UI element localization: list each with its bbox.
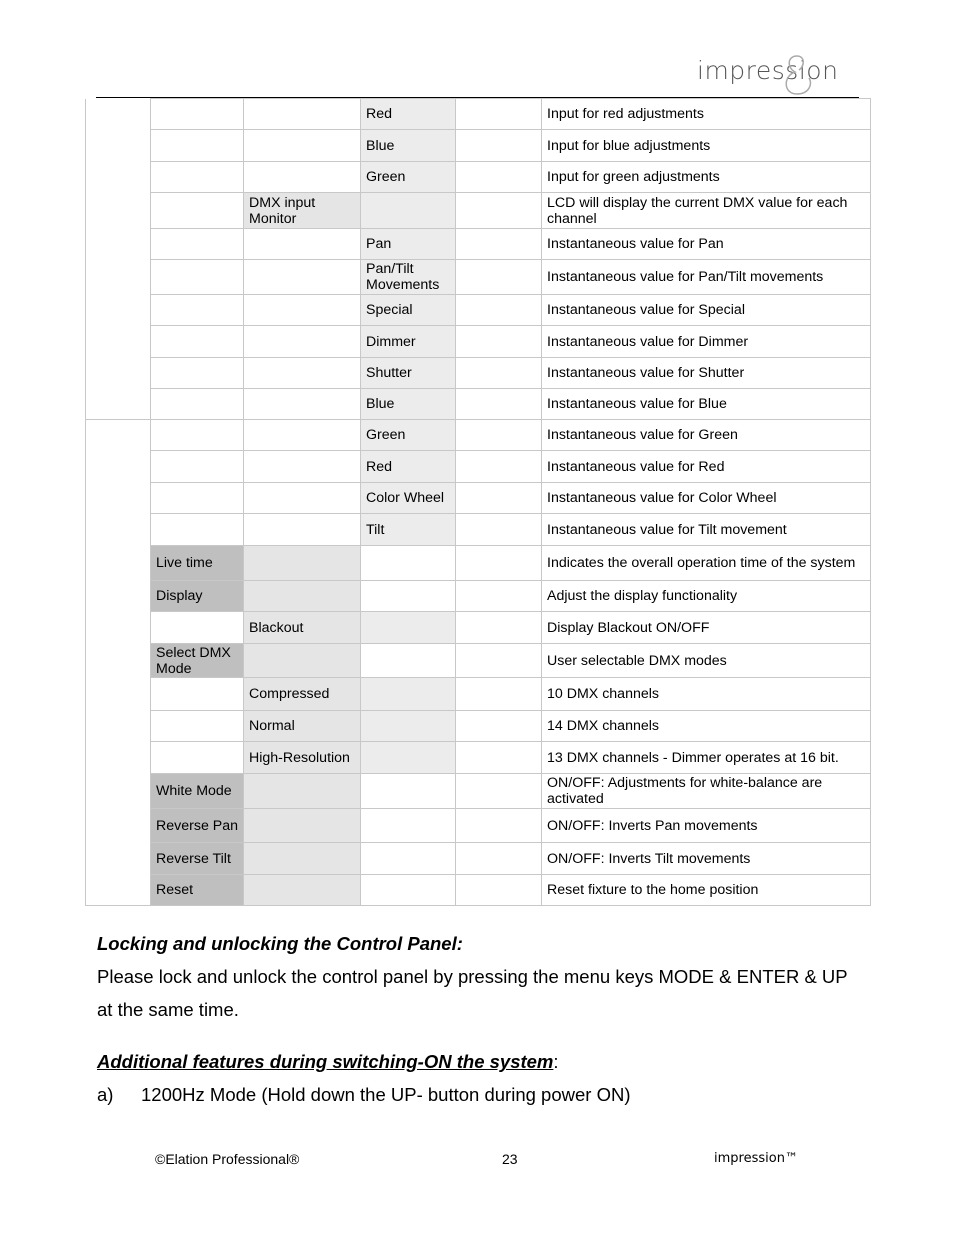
table-cell — [244, 483, 361, 514]
table-cell: Adjust the display functionality — [542, 581, 871, 612]
table-cell: Green — [361, 420, 456, 451]
table-cell: Reverse Pan — [151, 809, 244, 843]
table-cell: Select DMX Mode — [151, 644, 244, 678]
logo-text: impression — [697, 56, 839, 85]
table-cell — [151, 711, 244, 742]
table-cell — [244, 295, 361, 326]
table-cell — [456, 295, 542, 326]
table-cell — [151, 99, 244, 130]
table-cell — [244, 162, 361, 193]
table-row — [86, 774, 871, 809]
table-cell — [244, 389, 361, 420]
table-cell: 13 DMX channels - Dimmer operates at 16 bit. — [542, 742, 871, 774]
table-cell — [151, 742, 244, 774]
table-cell — [361, 774, 456, 809]
table-cell — [456, 581, 542, 612]
table-cell — [244, 99, 361, 130]
table-row — [86, 451, 871, 483]
table-row — [86, 295, 871, 326]
table-cell — [86, 581, 151, 612]
locking-section — [97, 927, 867, 1026]
table-cell — [86, 546, 151, 581]
table-cell — [86, 420, 151, 451]
table-cell — [456, 260, 542, 295]
table-cell — [456, 809, 542, 843]
table-cell — [361, 843, 456, 875]
table-row — [86, 193, 871, 229]
table-row — [86, 326, 871, 358]
table-cell — [456, 875, 542, 906]
table-cell: Color Wheel — [361, 483, 456, 514]
table-cell — [361, 612, 456, 644]
table-cell — [86, 711, 151, 742]
table-cell: Input for blue adjustments — [542, 130, 871, 162]
table-cell — [86, 451, 151, 483]
locking-heading: Locking and unlocking the Control Panel: — [97, 933, 463, 954]
footer-copyright: ©Elation Professional® — [155, 1151, 300, 1167]
table-cell — [86, 612, 151, 644]
table-cell — [151, 483, 244, 514]
table-cell — [86, 326, 151, 358]
table-cell: Instantaneous value for Green — [542, 420, 871, 451]
table-cell — [244, 229, 361, 260]
table-row — [86, 229, 871, 260]
table-cell: ON/OFF: Adjustments for white-balance are activated — [542, 774, 871, 809]
table-cell: User selectable DMX modes — [542, 644, 871, 678]
table-row — [86, 162, 871, 193]
table-cell: Instantaneous value for Blue — [542, 389, 871, 420]
table-cell — [456, 774, 542, 809]
table-cell: Instantaneous value for Color Wheel — [542, 483, 871, 514]
additional-heading: Additional features during switching-ON the system — [97, 1051, 554, 1072]
table-row — [86, 99, 871, 130]
table-cell — [86, 295, 151, 326]
table-cell — [151, 612, 244, 644]
table-cell — [361, 644, 456, 678]
table-cell: Indicates the overall operation time of the system — [542, 546, 871, 581]
table-cell — [361, 742, 456, 774]
footer-product: impression™ — [714, 1151, 798, 1166]
table-cell: Red — [361, 99, 456, 130]
table-cell — [361, 875, 456, 906]
table-cell: Input for green adjustments — [542, 162, 871, 193]
table-cell — [244, 875, 361, 906]
table-cell — [86, 644, 151, 678]
table-row — [86, 420, 871, 451]
table-cell: Instantaneous value for Tilt movement — [542, 514, 871, 546]
table-cell — [151, 193, 244, 229]
table-cell — [456, 742, 542, 774]
table-cell — [86, 162, 151, 193]
table-cell: Instantaneous value for Special — [542, 295, 871, 326]
table-cell — [151, 514, 244, 546]
table-cell — [151, 389, 244, 420]
table-cell — [151, 130, 244, 162]
table-cell — [456, 612, 542, 644]
table-cell — [456, 678, 542, 711]
table-cell — [456, 451, 542, 483]
table-cell — [86, 193, 151, 229]
table-cell — [86, 875, 151, 906]
table-cell: ON/OFF: Inverts Pan movements — [542, 809, 871, 843]
table-cell — [151, 420, 244, 451]
table-row — [86, 130, 871, 162]
table-cell: Blue — [361, 130, 456, 162]
table-cell — [244, 514, 361, 546]
table-cell: DMX input Monitor — [244, 193, 361, 229]
impression-logo — [697, 52, 862, 98]
table-cell — [361, 809, 456, 843]
table-cell: Display Blackout ON/OFF — [542, 612, 871, 644]
ampersand-swirl-icon — [779, 52, 819, 98]
table-cell — [86, 358, 151, 389]
table-cell — [361, 581, 456, 612]
table-cell — [456, 483, 542, 514]
table-cell — [86, 843, 151, 875]
table-row — [86, 483, 871, 514]
table-cell: Instantaneous value for Pan/Tilt movements — [542, 260, 871, 295]
table-cell — [86, 678, 151, 711]
table-cell — [151, 162, 244, 193]
additional-section — [97, 1045, 867, 1078]
table-cell: Compressed — [244, 678, 361, 711]
additional-colon: : — [553, 1051, 559, 1072]
table-row — [86, 809, 871, 843]
table-cell: Special — [361, 295, 456, 326]
table-cell: Live time — [151, 546, 244, 581]
table-row — [86, 742, 871, 774]
table-cell — [244, 581, 361, 612]
table-cell — [244, 546, 361, 581]
table-cell: Pan — [361, 229, 456, 260]
table-cell — [456, 546, 542, 581]
table-cell — [151, 326, 244, 358]
table-cell: Reset — [151, 875, 244, 906]
table-cell — [151, 260, 244, 295]
table-cell — [244, 644, 361, 678]
table-cell: High-Resolution — [244, 742, 361, 774]
table-row — [86, 711, 871, 742]
table-cell — [244, 130, 361, 162]
table-cell: White Mode — [151, 774, 244, 809]
table-row — [86, 514, 871, 546]
table-cell — [244, 420, 361, 451]
table-cell — [86, 99, 151, 130]
table-cell: Blackout — [244, 612, 361, 644]
table-row — [86, 389, 871, 420]
table-cell — [361, 711, 456, 742]
table-row — [86, 843, 871, 875]
table-cell — [151, 295, 244, 326]
table-cell — [456, 193, 542, 229]
table-cell — [86, 389, 151, 420]
table-cell — [86, 483, 151, 514]
table-cell — [456, 514, 542, 546]
menu-structure-table — [85, 98, 871, 906]
table-cell — [361, 678, 456, 711]
table-cell — [86, 229, 151, 260]
table-cell — [244, 774, 361, 809]
table-cell — [456, 162, 542, 193]
table-cell: Dimmer — [361, 326, 456, 358]
table-row — [86, 546, 871, 581]
table-cell — [244, 358, 361, 389]
list-item-text: 1200Hz Mode (Hold down the UP- button during power ON) — [141, 1084, 631, 1105]
table-cell: Green — [361, 162, 456, 193]
table-cell — [244, 843, 361, 875]
table-cell: Instantaneous value for Pan — [542, 229, 871, 260]
locking-text: Please lock and unlock the control panel by pressing the menu keys MODE & ENTER & UP at the same time. — [97, 966, 848, 1020]
table-cell: Normal — [244, 711, 361, 742]
list-item-label: a) — [97, 1084, 114, 1105]
table-cell: 10 DMX channels — [542, 678, 871, 711]
table-cell — [244, 451, 361, 483]
table-cell — [86, 130, 151, 162]
table-cell — [244, 326, 361, 358]
table-row — [86, 581, 871, 612]
table-cell — [456, 326, 542, 358]
table-cell: ON/OFF: Inverts Tilt movements — [542, 843, 871, 875]
table-cell — [456, 99, 542, 130]
table-row — [86, 612, 871, 644]
table-cell — [456, 130, 542, 162]
table-cell: Instantaneous value for Dimmer — [542, 326, 871, 358]
table-cell — [361, 546, 456, 581]
table-cell: Blue — [361, 389, 456, 420]
table-cell: Input for red adjustments — [542, 99, 871, 130]
table-cell — [86, 260, 151, 295]
table-row — [86, 678, 871, 711]
table-cell — [86, 514, 151, 546]
table-cell — [456, 644, 542, 678]
table-cell — [361, 193, 456, 229]
table-cell — [86, 742, 151, 774]
table-cell — [244, 809, 361, 843]
table-cell: Tilt — [361, 514, 456, 546]
table-cell: LCD will display the current DMX value for each channel — [542, 193, 871, 229]
table-cell — [244, 260, 361, 295]
table-row — [86, 875, 871, 906]
table-cell — [86, 774, 151, 809]
table-cell: Red — [361, 451, 456, 483]
table-cell: Instantaneous value for Shutter — [542, 358, 871, 389]
table-cell: 14 DMX channels — [542, 711, 871, 742]
table-cell: Reset fixture to the home position — [542, 875, 871, 906]
page-number: 23 — [502, 1151, 518, 1167]
table-cell — [456, 711, 542, 742]
table-row — [86, 644, 871, 678]
table-cell: Reverse Tilt — [151, 843, 244, 875]
table-cell — [151, 678, 244, 711]
table-row — [86, 260, 871, 295]
table-cell: Display — [151, 581, 244, 612]
table-cell — [151, 451, 244, 483]
table-cell — [456, 358, 542, 389]
table-row — [86, 358, 871, 389]
table-cell — [456, 420, 542, 451]
table-cell: Pan/Tilt Movements — [361, 260, 456, 295]
table-cell — [86, 809, 151, 843]
table-cell: Instantaneous value for Red — [542, 451, 871, 483]
table-cell — [456, 843, 542, 875]
table-cell — [456, 229, 542, 260]
table-cell — [151, 229, 244, 260]
table-cell — [151, 358, 244, 389]
table-cell: Shutter — [361, 358, 456, 389]
table-cell — [456, 389, 542, 420]
